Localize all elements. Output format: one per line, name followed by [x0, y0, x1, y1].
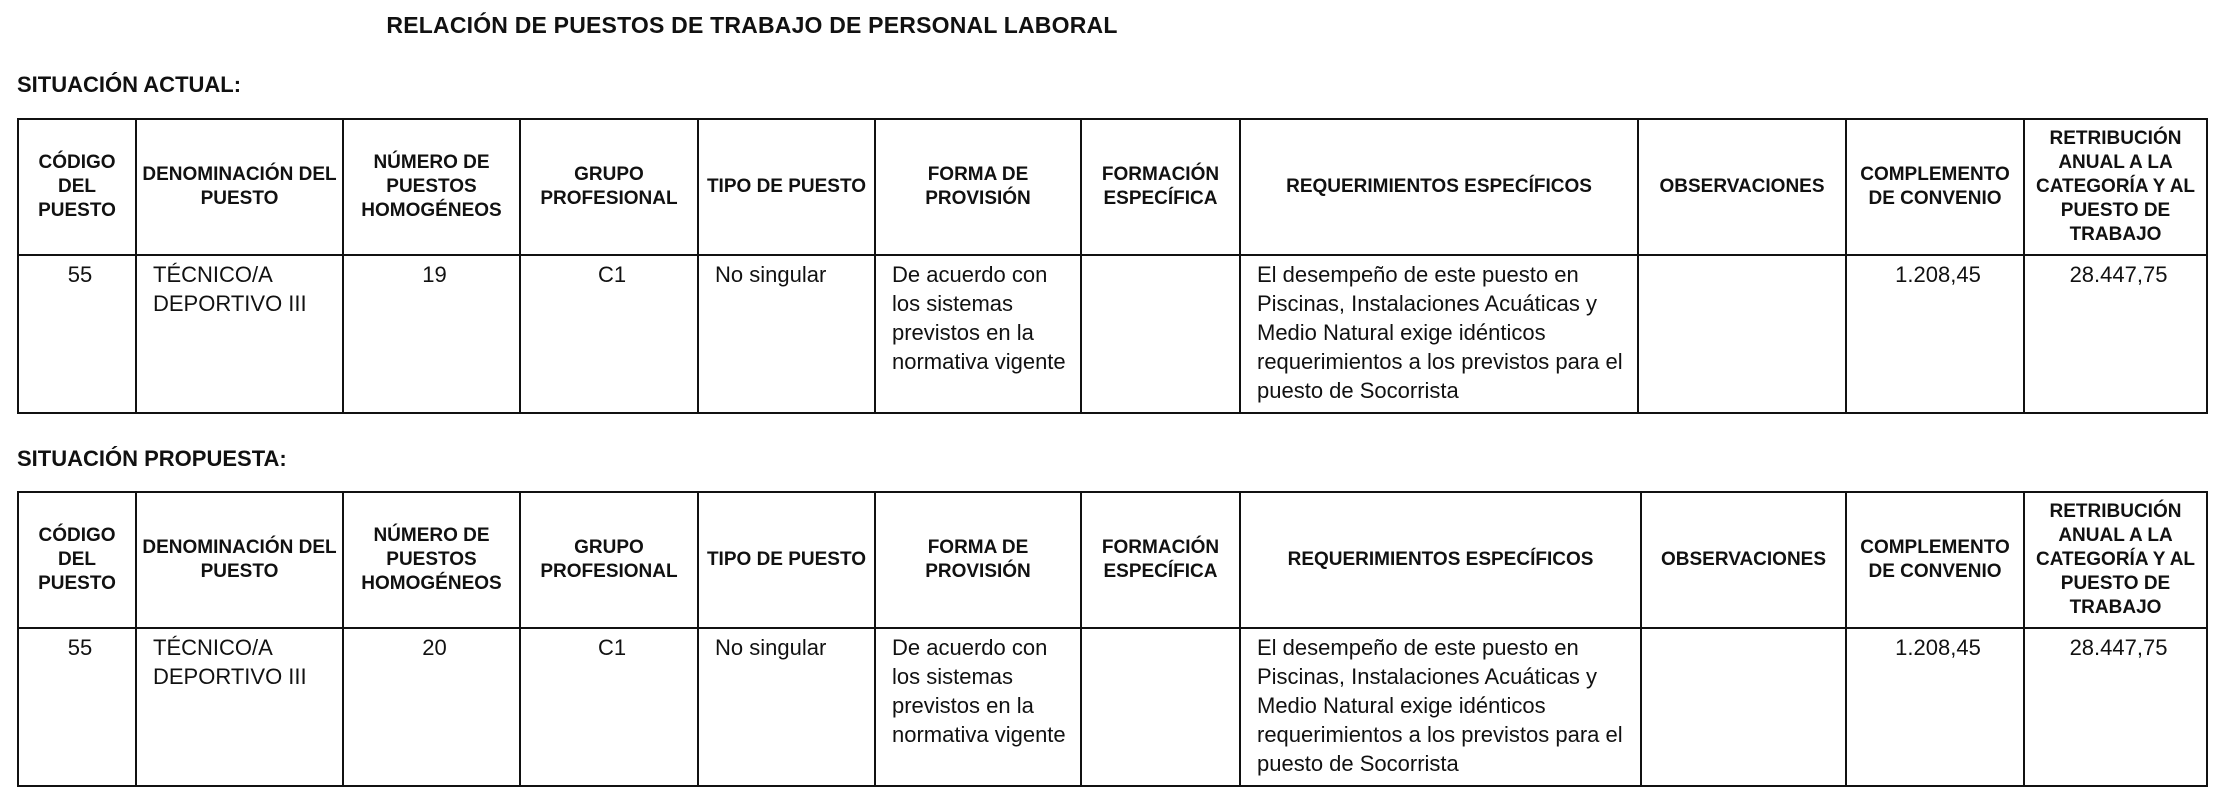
- cell-numero: 20: [343, 628, 520, 786]
- cell-denominacion: TÉCNICO/A DEPORTIVO III: [136, 255, 343, 413]
- col-header-observaciones: OBSERVACIONES: [1638, 119, 1846, 255]
- header-row: [18, 492, 2207, 628]
- col-header-formacion: FORMACIÓN ESPECÍFICA: [1081, 119, 1240, 255]
- col-header-forma: FORMA DE PROVISIÓN: [875, 492, 1081, 628]
- document-title: RELACIÓN DE PUESTOS DE TRABAJO DE PERSONAL LABORAL: [386, 12, 1118, 38]
- cell-codigo: 55: [18, 255, 136, 413]
- col-header-codigo: CÓDIGO DEL PUESTO: [18, 492, 136, 628]
- cell-complemento: 1.208,45: [1846, 255, 2024, 413]
- col-header-numero: NÚMERO DE PUESTOS HOMOGÉNEOS: [343, 119, 520, 255]
- section-label-actual: SITUACIÓN ACTUAL:: [17, 72, 242, 97]
- cell-formacion: [1081, 255, 1240, 413]
- cell-forma: De acuerdo con los sistemas previstos en la normativa vigente: [875, 255, 1081, 413]
- col-header-retribucion: RETRIBUCIÓN ANUAL A LA CATEGORÍA Y AL PUESTO DE TRABAJO: [2024, 119, 2207, 255]
- cell-retribucion: 28.447,75: [2024, 628, 2207, 786]
- col-header-codigo: CÓDIGO DEL PUESTO: [18, 119, 136, 255]
- section-label-propuesta: SITUACIÓN PROPUESTA:: [17, 446, 287, 471]
- col-header-grupo: GRUPO PROFESIONAL: [520, 492, 698, 628]
- col-header-complemento: COMPLEMENTO DE CONVENIO: [1846, 119, 2024, 255]
- cell-tipo: No singular: [698, 255, 875, 413]
- col-header-grupo: GRUPO PROFESIONAL: [520, 119, 698, 255]
- table-row: [18, 628, 2207, 786]
- cell-codigo: 55: [18, 628, 136, 786]
- cell-numero: 19: [343, 255, 520, 413]
- col-header-numero: NÚMERO DE PUESTOS HOMOGÉNEOS: [343, 492, 520, 628]
- col-header-requerimientos: REQUERIMIENTOS ESPECÍFICOS: [1240, 119, 1638, 255]
- col-header-forma: FORMA DE PROVISIÓN: [875, 119, 1081, 255]
- cell-formacion: [1081, 628, 1240, 786]
- col-header-denominacion: DENOMINACIÓN DEL PUESTO: [136, 119, 343, 255]
- cell-denominacion: TÉCNICO/A DEPORTIVO III: [136, 628, 343, 786]
- cell-complemento: 1.208,45: [1846, 628, 2024, 786]
- col-header-tipo: TIPO DE PUESTO: [698, 119, 875, 255]
- col-header-requerimientos: REQUERIMIENTOS ESPECÍFICOS: [1240, 492, 1641, 628]
- cell-grupo: C1: [520, 255, 698, 413]
- col-header-denominacion: DENOMINACIÓN DEL PUESTO: [136, 492, 343, 628]
- col-header-complemento: COMPLEMENTO DE CONVENIO: [1846, 492, 2024, 628]
- cell-tipo: No singular: [698, 628, 875, 786]
- col-header-formacion: FORMACIÓN ESPECÍFICA: [1081, 492, 1240, 628]
- cell-observaciones: [1638, 255, 1846, 413]
- table-situacion-propuesta: [17, 491, 2208, 787]
- col-header-tipo: TIPO DE PUESTO: [698, 492, 875, 628]
- cell-observaciones: [1641, 628, 1846, 786]
- table-situacion-actual: [17, 118, 2208, 414]
- col-header-retribucion: RETRIBUCIÓN ANUAL A LA CATEGORÍA Y AL PUESTO DE TRABAJO: [2024, 492, 2207, 628]
- cell-requerimientos: El desempeño de este puesto en Piscinas, Instalaciones Acuáticas y Medio Natural exige idénticos requerimientos a los previstos para el puesto de Socorrista: [1240, 255, 1638, 413]
- cell-requerimientos: El desempeño de este puesto en Piscinas, Instalaciones Acuáticas y Medio Natural exige idénticos requerimientos a los previstos para el puesto de Socorrista: [1240, 628, 1641, 786]
- cell-grupo: C1: [520, 628, 698, 786]
- cell-retribucion: 28.447,75: [2024, 255, 2207, 413]
- col-header-observaciones: OBSERVACIONES: [1641, 492, 1846, 628]
- cell-forma: De acuerdo con los sistemas previstos en la normativa vigente: [875, 628, 1081, 786]
- header-row: [18, 119, 2207, 255]
- table-row: [18, 255, 2207, 413]
